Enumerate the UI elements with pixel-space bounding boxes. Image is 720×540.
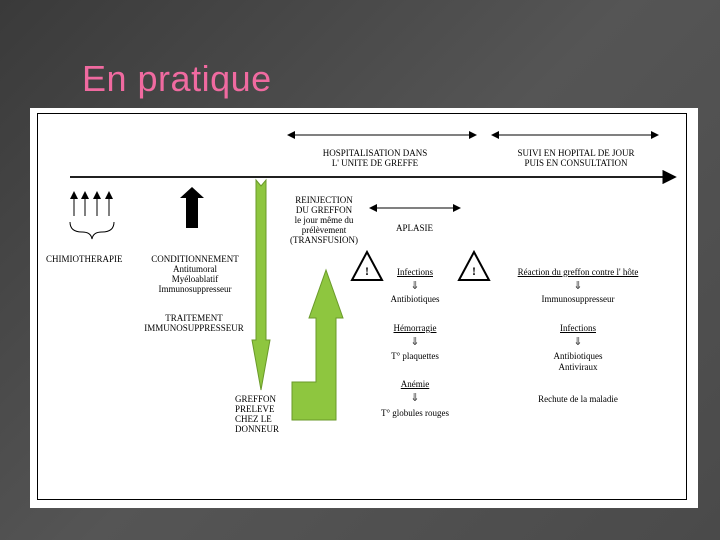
diagram-panel bbox=[30, 108, 698, 508]
complication-anemie: Anémie bbox=[400, 379, 430, 389]
aplasia-label: APLASIE bbox=[396, 223, 434, 233]
warning-mark-gvhd: ! bbox=[472, 264, 476, 278]
graft-collected-label: GREFFON PRELEVE CHEZ LE DONNEUR bbox=[235, 394, 279, 434]
down-arrow-1: ⇓ bbox=[410, 279, 420, 292]
complication-late-infections: Infections bbox=[560, 323, 596, 333]
down-arrow-2: ⇓ bbox=[410, 335, 420, 348]
diagram-graphics bbox=[30, 108, 698, 508]
hospital-phase-label: HOSPITALISATION DANS L' UNITE DE GREFFE bbox=[322, 148, 428, 168]
treatment-plaquettes: T° plaquettes bbox=[391, 351, 439, 361]
green-down-arrow bbox=[252, 180, 270, 390]
down-arrow-3: ⇓ bbox=[410, 391, 420, 404]
down-arrow-5: ⇓ bbox=[573, 335, 583, 348]
relapse-label: Rechute de la maladie bbox=[538, 394, 618, 404]
reinjection-label: REINJECTION DU GREFFON le jour même du prélèvement (TRANSFUSION) bbox=[289, 195, 358, 245]
complication-infections: Infections bbox=[397, 267, 433, 277]
slide-title: En pratique bbox=[82, 58, 272, 99]
complication-gvhd: Réaction du greffon contre l' hôte bbox=[517, 267, 639, 277]
treatment-antiviraux: Antiviraux bbox=[558, 362, 598, 372]
treatment-globules-rouges: T° globules rouges bbox=[380, 408, 450, 418]
treatment-antibiotiques: Antibiotiques bbox=[390, 294, 440, 304]
warning-mark-aplasia: ! bbox=[365, 264, 369, 278]
chemo-label: CHIMIOTHERAPIE bbox=[46, 254, 123, 264]
complication-hemorragie: Hémorragie bbox=[393, 323, 437, 333]
followup-phase-label: SUIVI EN HOPITAL DE JOUR PUIS EN CONSULTATION bbox=[517, 148, 635, 168]
green-up-arrow bbox=[292, 270, 343, 420]
immuno-treatment-label: TRAITEMENT IMMUNOSUPPRESSEUR bbox=[144, 313, 244, 333]
down-arrow-4: ⇓ bbox=[573, 279, 583, 292]
treatment-immunosuppresseur: Immunosuppresseur bbox=[541, 294, 615, 304]
conditioning-title: CONDITIONNEMENT bbox=[151, 254, 239, 264]
conditioning-block: CONDITIONNEMENT Antitumoral Myéloablatif Immunosuppresseur bbox=[140, 254, 250, 294]
chemo-arrows bbox=[74, 192, 109, 216]
conditioning-arrow bbox=[180, 187, 204, 228]
chemo-brace bbox=[70, 222, 114, 239]
treatment-antibiotiques-late: Antibiotiques bbox=[553, 351, 603, 361]
